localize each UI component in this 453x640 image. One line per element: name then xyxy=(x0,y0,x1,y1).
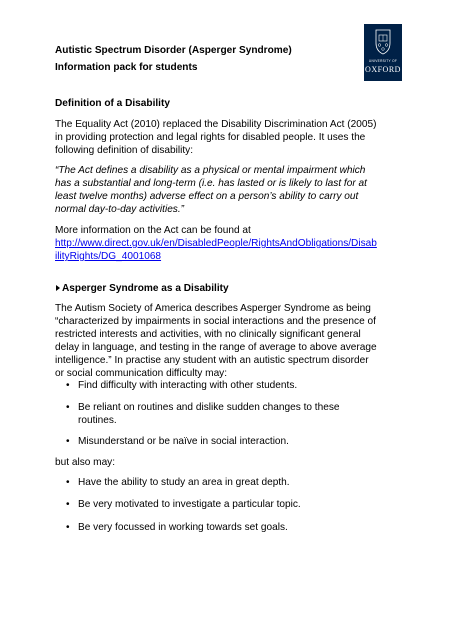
document-title-line-2: Information pack for students xyxy=(55,62,198,73)
definition-quote-line: least twelve months) adverse effect on a person’s ability to carry out xyxy=(55,191,359,202)
bullet-icon: • xyxy=(66,402,70,413)
definition-para-line: following definition of disability: xyxy=(55,145,194,156)
more-info-text: More information on the Act can be found at xyxy=(55,225,251,236)
bullet-icon: • xyxy=(66,499,70,510)
definition-heading: Definition of a Disability xyxy=(55,98,170,109)
list-item: Have the ability to study an area in great depth. xyxy=(78,477,290,488)
asperger-para-line: “characterized by impairments in social interactions and the presence of xyxy=(55,316,376,327)
bullet-icon: • xyxy=(66,477,70,488)
list-item: Be very focussed in working towards set goals. xyxy=(78,522,288,533)
definition-para-line: in providing protection and legal rights for disabled people. It uses the xyxy=(55,132,366,143)
definition-quote-line: normal day-to-day activities.” xyxy=(55,204,185,215)
asperger-heading: Asperger Syndrome as a Disability xyxy=(62,283,229,294)
act-link-line-1[interactable]: http://www.direct.gov.uk/en/DisabledPeople/RightsAndObligations/Disab xyxy=(55,238,377,249)
act-link-line-2[interactable]: ilityRights/DG_4001068 xyxy=(55,251,162,262)
list-item: Misunderstand or be naïve in social interaction. xyxy=(78,436,289,447)
logo-oxford: OXFORD xyxy=(365,65,401,74)
bullet-icon: • xyxy=(66,522,70,533)
bullet-icon: • xyxy=(66,380,70,391)
definition-quote-line: “The Act defines a disability as a physical or mental impairment which xyxy=(55,165,366,176)
arrow-icon xyxy=(56,285,60,291)
logo-university-of: UNIVERSITY OF xyxy=(368,59,398,63)
list-item-continued: routines. xyxy=(78,415,117,426)
list-item: Be reliant on routines and dislike sudden changes to these xyxy=(78,402,340,413)
asperger-para-line: intelligence.” In practise any student with an autistic spectrum disorder xyxy=(55,355,369,366)
list-item: Find difficulty with interacting with other students. xyxy=(78,380,298,391)
asperger-para-line: The Autism Society of America describes Asperger Syndrome as being xyxy=(55,303,371,314)
asperger-para-line: delay in language, and testing in the range of average to above average xyxy=(55,342,377,353)
asperger-para-line: restricted interests and activities, with no clinically significant general xyxy=(55,329,361,340)
document-title-line-1: Autistic Spectrum Disorder (Asperger Syndrome) xyxy=(55,45,292,56)
list-item: Be very motivated to investigate a particular topic. xyxy=(78,499,301,510)
definition-quote-line: has a substantial and long-term (i.e. has lasted or is likely to last for at xyxy=(55,178,367,189)
asperger-para-line: or social communication difficulty may: xyxy=(55,368,228,379)
definition-para-line: The Equality Act (2010) replaced the Disability Discrimination Act (2005) xyxy=(55,119,377,130)
but-also-text: but also may: xyxy=(55,457,116,468)
bullet-icon: • xyxy=(66,436,70,447)
